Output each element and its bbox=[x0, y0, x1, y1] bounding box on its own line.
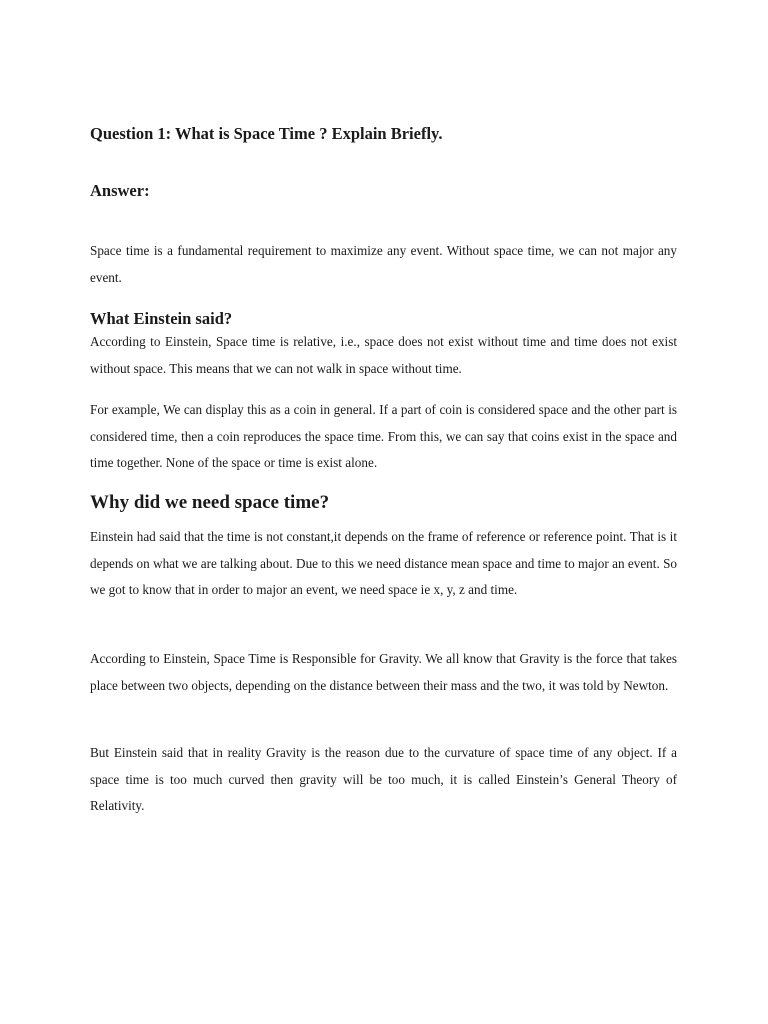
why-paragraph-2: According to Einstein, Space Time is Responsible for Gravity. We all know that Gravity is the force that takes place between two objects, depending on the distance between their mass and the two, it was told by Newton. bbox=[90, 651, 677, 693]
einstein-heading: What Einstein said? bbox=[90, 309, 233, 328]
question-heading: Question 1: What is Space Time ? Explain Briefly. bbox=[90, 124, 443, 143]
intro-paragraph: Space time is a fundamental requirement to maximize any event. Without space time, we can not major any event. bbox=[90, 243, 677, 285]
einstein-paragraph: According to Einstein, Space time is relative, i.e., space does not exist without time and time does not exist without space. This means that we can not walk in space without time. bbox=[90, 334, 677, 376]
why-paragraph-3: But Einstein said that in reality Gravity is the reason due to the curvature of space time of any object. If a space time is too much curved then gravity will be too much, it is called Einstein’s General Theory of Relativity. bbox=[90, 745, 677, 813]
why-heading: Why did we need space time? bbox=[90, 492, 330, 513]
why-paragraph-1: Einstein had said that the time is not constant,it depends on the frame of reference or reference point. That is it depends on what we are talking about. Due to this we need distance mean space and time to major an event. So we got to know that in order to major an event, we need space ie x, y, z and time. bbox=[90, 529, 677, 597]
answer-heading: Answer: bbox=[90, 181, 150, 200]
example-paragraph: For example, We can display this as a coin in general. If a part of coin is considered space and the other part is considered time, then a coin reproduces the space time. From this, we can say that coins exist in the space and time together. None of the space or time is exist alone. bbox=[90, 402, 677, 470]
